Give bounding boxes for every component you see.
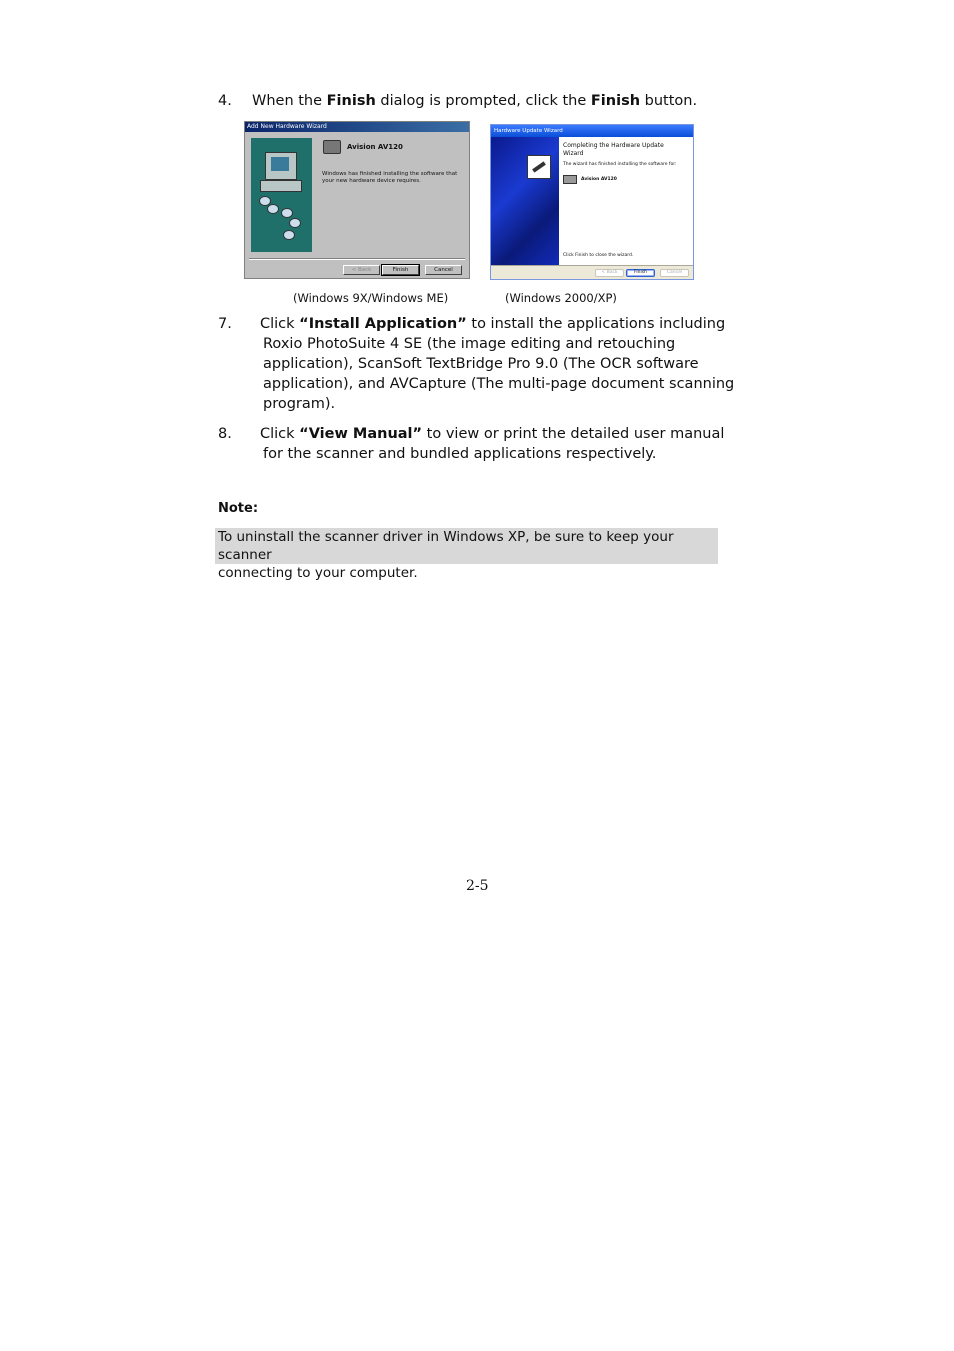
winxp-message: The wizard has finished installing the software for: <box>563 162 677 167</box>
note-line: To uninstall the scanner driver in Windows XP, be sure to keep your scanner <box>218 529 674 563</box>
step-4-text-part: dialog is prompted, click the <box>375 93 591 109</box>
step-4-text-part: button. <box>640 93 698 109</box>
step-7-number: 7. <box>218 316 232 332</box>
winxp-cancel-button[interactable]: Cancel <box>660 269 689 277</box>
step-4-bold: Finish <box>326 93 376 109</box>
step-4-number: 4. <box>218 93 232 109</box>
computer-base-icon <box>260 180 302 192</box>
step-7-line: application), and AVCapture (The multi-page document scanning <box>263 376 735 392</box>
winxp-finish-dialog <box>490 124 694 280</box>
caption-winxp: (Windows 2000/XP) <box>505 291 617 305</box>
win9x-wizard-graphic <box>251 138 312 252</box>
step-8-bold: “View Manual” <box>299 426 423 442</box>
step-4-bold: Finish <box>590 93 641 109</box>
computer-icon <box>265 152 297 180</box>
step-8-text-part: Click <box>260 426 300 442</box>
scanner-icon <box>563 175 577 184</box>
win9x-cancel-button[interactable]: Cancel <box>425 265 462 275</box>
disk-icon <box>267 204 279 214</box>
step-7-bold: “Install Application” <box>299 316 467 332</box>
win9x-finish-dialog <box>244 121 470 279</box>
page-number: 2-5 <box>466 878 489 894</box>
win9x-title-bar: Add New Hardware Wizard <box>245 122 469 132</box>
winxp-title-bar: Hardware Update Wizard <box>491 125 693 137</box>
step-7-line: Roxio PhotoSuite 4 SE (the image editing and retouching <box>263 336 676 352</box>
disk-icon <box>283 230 295 240</box>
step-7-first-line <box>260 314 725 334</box>
wizard-icon <box>527 155 551 179</box>
win9x-back-button[interactable]: < Back <box>343 265 380 275</box>
step-8-line: for the scanner and bundled applications respectively. <box>263 446 657 462</box>
note-line: connecting to your computer. <box>218 565 418 581</box>
disk-icon <box>281 208 293 218</box>
step-4-text <box>252 91 697 111</box>
winxp-device-name: Avision AV120 <box>581 177 617 182</box>
winxp-wizard-graphic <box>491 137 559 265</box>
caption-win9x: (Windows 9X/Windows ME) <box>293 291 449 305</box>
step-8-number: 8. <box>218 426 232 442</box>
hardware-device-icon <box>323 140 341 154</box>
winxp-close-text: Click Finish to close the wizard. <box>563 253 634 258</box>
step-7-line: application), ScanSoft TextBridge Pro 9.0 (The OCR software <box>263 356 699 372</box>
winxp-back-button[interactable]: < Back <box>595 269 624 277</box>
step-7-text-part: Click <box>260 316 300 332</box>
step-8-first-line <box>260 424 724 444</box>
note-label: Note: <box>218 501 259 516</box>
win9x-device-name: Avision AV120 <box>347 143 403 151</box>
win9x-separator <box>249 258 465 260</box>
win9x-message: Windows has finished installing the software that your new hardware device requires. <box>322 171 458 184</box>
disk-icon <box>289 218 301 228</box>
win9x-finish-button[interactable]: Finish <box>382 265 419 275</box>
step-7-text-part: to install the applications including <box>466 316 726 332</box>
note-box <box>215 528 718 581</box>
winxp-footer <box>491 265 693 280</box>
winxp-finish-button[interactable]: Finish <box>626 269 655 277</box>
step-8-text-part: to view or print the detailed user manual <box>422 426 725 442</box>
step-7-line: program). <box>263 396 336 412</box>
winxp-heading: Completing the Hardware Update Wizard <box>563 142 664 157</box>
step-4-text-part: When the <box>252 93 327 109</box>
